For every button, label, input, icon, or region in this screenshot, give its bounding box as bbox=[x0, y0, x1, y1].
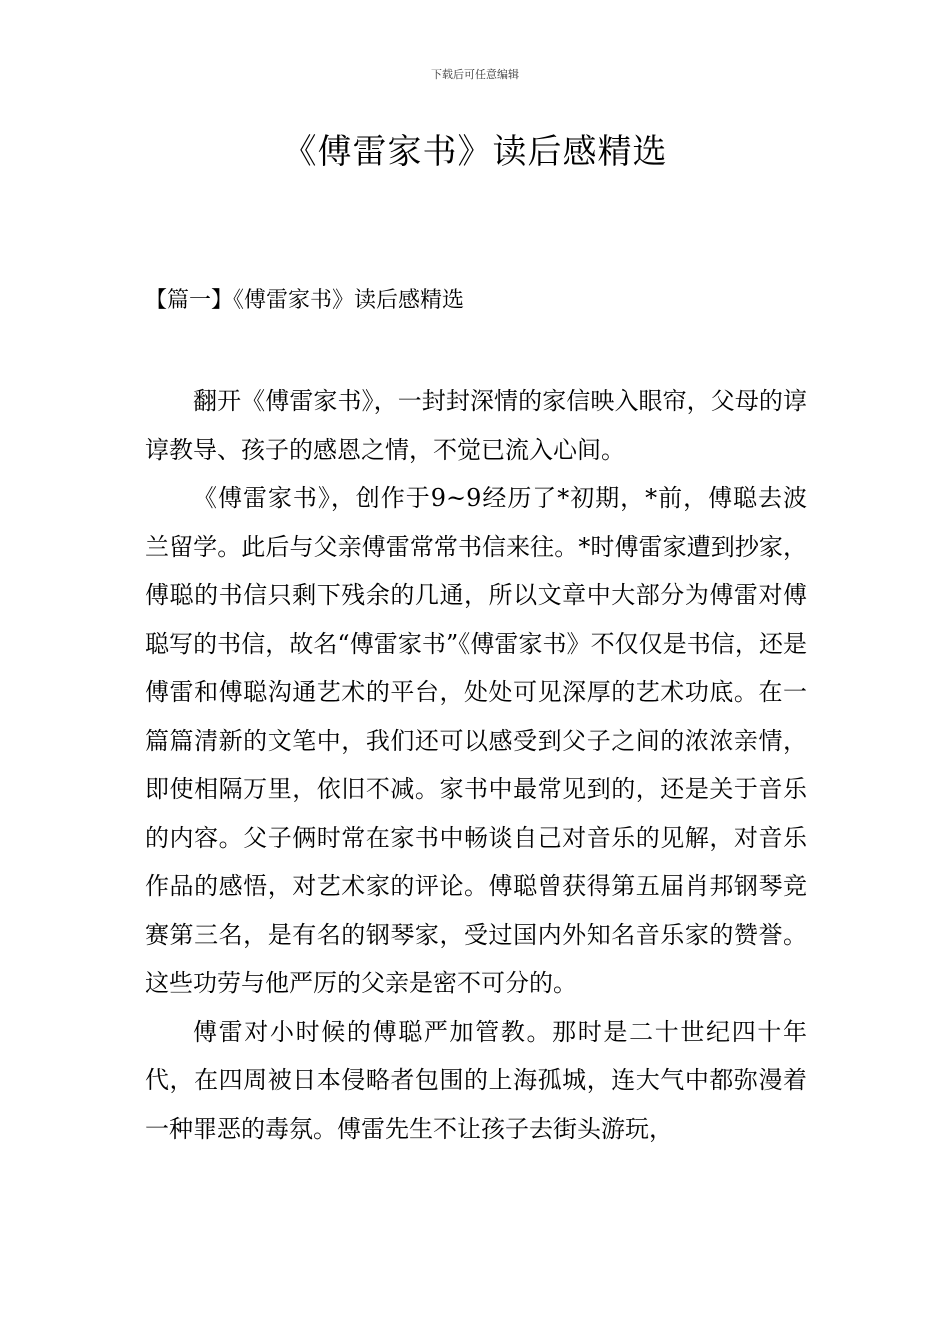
paragraph: 翻开《傅雷家书》，一封封深情的家信映入眼帘，父母的谆谆教导、孩子的感恩之情，不觉已流入心间。 bbox=[145, 387, 807, 464]
header-note: 下载后可任意编辑 bbox=[431, 68, 519, 81]
document-body bbox=[145, 377, 807, 1153]
document-title: 《傅雷家书》读后感精选 bbox=[282, 132, 668, 172]
section-heading: 【篇一】《傅雷家书》读后感精选 bbox=[145, 288, 465, 313]
paragraph: 傅雷对小时候的傅聪严加管教。那时是二十世纪四十年代，在四周被日本侵略者包围的上海孤城，连大气中都弥漫着一种罪恶的毒氛。傅雷先生不让孩子去街头游玩， bbox=[145, 1017, 807, 1143]
paragraph: 《傅雷家书》，创作于9~9经历了*初期，*前，傅聪去波兰留学。此后与父亲傅雷常常书信来往。*时傅雷家遭到抄家，傅聪的书信只剩下残余的几通，所以文章中大部分为傅雷对傅聪写的书信，故名“傅雷家书”《傅雷家书》不仅仅是书信，还是傅雷和傅聪沟通艺术的平台，处处可见深厚的艺术功底。在一篇篇清新的文笔中，我们还可以感受到父子之间的浓浓亲情，即使相隔万里，依旧不减。家书中最常见到的，还是关于音乐的内容。父子俩时常在家书中畅谈自己对音乐的见解，对音乐作品的感悟，对艺术家的评论。傅聪曾获得第五届肖邦钢琴竞赛第三名，是有名的钢琴家，受过国内外知名音乐家的赞誉。这些功劳与他严厉的父亲是密不可分的。 bbox=[145, 484, 807, 997]
